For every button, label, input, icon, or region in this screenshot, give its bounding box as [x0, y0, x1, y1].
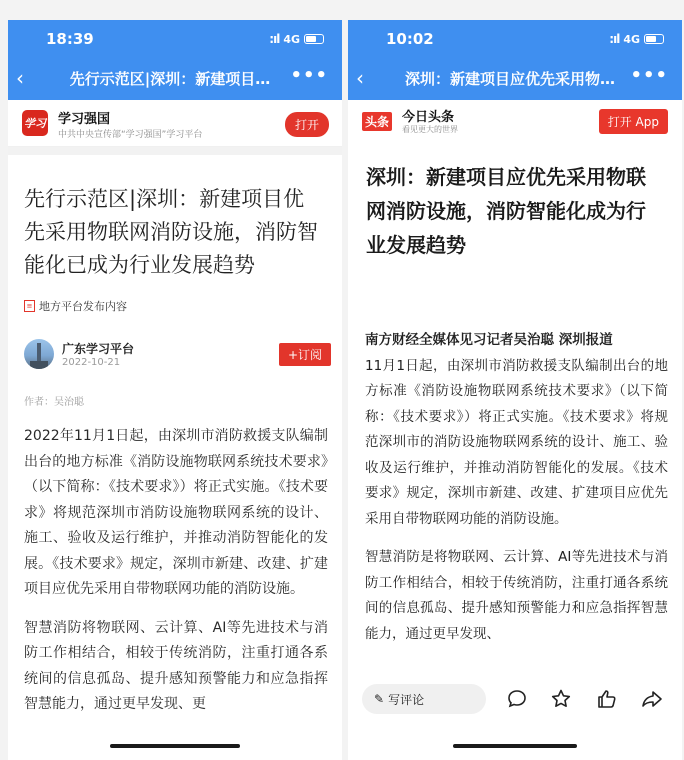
publisher-avatar[interactable]	[24, 339, 54, 369]
left-phone-screen	[8, 20, 342, 760]
open-app-button[interactable]: 打开 App	[599, 109, 668, 134]
paragraph	[365, 328, 668, 532]
right-phone-screen	[348, 20, 682, 760]
star-icon[interactable]	[549, 687, 573, 711]
publisher-row	[8, 337, 342, 375]
home-indicator[interactable]	[453, 744, 577, 748]
share-icon[interactable]	[640, 687, 664, 711]
paragraph-text: 11月1日起，由深圳市消防救援支队编制出台的地方标准《消防设施物联网系统技术要求》（以下简称：《技术要求》）将正式实施。《技术要求》将规范深圳市的消防设施物联网系统的设计、施工、验收及运行维护，并推动消防智能化的发展。《技术要求》规定，深圳市新建、改建、扩建项目应优先采用自带物联网功能的消防设施。	[365, 357, 668, 527]
network-label: 4G	[283, 32, 300, 46]
pen-icon: ✎	[374, 692, 385, 706]
article-title: 深圳：新建项目应优先采用物联网消防设施，消防智能化成为行业发展趋势	[366, 165, 646, 257]
battery-icon	[304, 34, 324, 44]
app-banner	[348, 100, 682, 142]
subscribe-button[interactable]: +订阅	[279, 343, 331, 366]
toutiao-logo: 头条	[362, 112, 392, 131]
article-body	[24, 424, 328, 718]
document-icon: ≡	[24, 300, 35, 312]
status-time: 18:39	[46, 30, 94, 48]
byline: 作者：吴治聪	[24, 397, 84, 408]
article-title: 先行示范区|深圳：新建项目优先采用物联网消防设施，消防智能化已成为行业发展趋势	[24, 187, 318, 277]
nav-bar	[8, 55, 342, 100]
thumbs-up-icon[interactable]	[595, 687, 619, 711]
home-indicator[interactable]	[110, 744, 240, 748]
nav-title: 先行示范区|深圳：新建项目…	[69, 70, 271, 88]
paragraph: 智慧消防是将物联网、云计算、AI等先进技术与消防工作相结合，相较于传统消防，注重打通各系统间的信息孤岛、提升感知预警能力和应急指挥智慧能力，通过更早发现、	[365, 549, 668, 642]
open-app-button[interactable]: 打开	[285, 112, 329, 137]
network-indicator	[609, 32, 664, 46]
paragraph: 2022年11月1日起，由深圳市消防救援支队编制出台的地方标准《消防设施物联网系统技术要求》（以下简称：《技术要求》）将正式实施。《技术要求》将规范深圳市消防设施物联网系统的设计、施工、验收及运行维护，并推动消防智能化的发展。《技术要求》规定，深圳市新建、改建、扩建项目应优先采用自带物联网功能的消防设施。	[24, 428, 328, 597]
local-platform-tag	[24, 298, 342, 314]
article-body	[365, 328, 668, 647]
bottom-action-bar	[348, 680, 682, 760]
back-icon[interactable]: ‹	[356, 66, 364, 90]
comment-label: 写评论	[388, 692, 425, 707]
status-bar	[348, 20, 682, 55]
tag-label: 地方平台发布内容	[39, 300, 127, 313]
app-name: 今日头条	[402, 110, 455, 125]
network-label: 4G	[623, 32, 640, 46]
comment-input[interactable]	[362, 684, 486, 714]
comment-icon[interactable]	[505, 687, 529, 711]
battery-icon	[644, 34, 664, 44]
nav-bar	[348, 55, 682, 100]
signal-icon: :ıl	[609, 32, 620, 46]
publish-date: 2022-10-21	[62, 357, 121, 368]
app-subtitle: 中共中央宣传部“学习强国”学习平台	[58, 130, 203, 140]
paragraph: 智慧消防将物联网、云计算、AI等先进技术与消防工作相结合，相较于传统消防，注重打通各系统间的信息孤岛、提升感知预警能力和应急指挥智慧能力，通过更早发现、更	[24, 619, 328, 712]
divider	[8, 147, 342, 155]
status-time: 10:02	[386, 30, 434, 48]
signal-icon: :ıl	[269, 32, 280, 46]
publisher-name[interactable]: 广东学习平台	[62, 342, 135, 356]
lead-line: 南方财经全媒体见习记者吴治聪 深圳报道	[365, 332, 613, 348]
more-options-icon[interactable]: •••	[290, 65, 328, 86]
more-options-icon[interactable]: •••	[630, 65, 668, 86]
app-subtitle: 看见更大的世界	[402, 125, 458, 134]
nav-title: 深圳：新建项目应优先采用物…	[404, 70, 615, 88]
app-name: 学习强国	[58, 112, 111, 127]
back-icon[interactable]: ‹	[16, 66, 24, 90]
status-bar	[8, 20, 342, 55]
app-banner	[8, 100, 342, 147]
xuexi-logo: 学习	[22, 110, 48, 136]
network-indicator	[269, 32, 324, 46]
